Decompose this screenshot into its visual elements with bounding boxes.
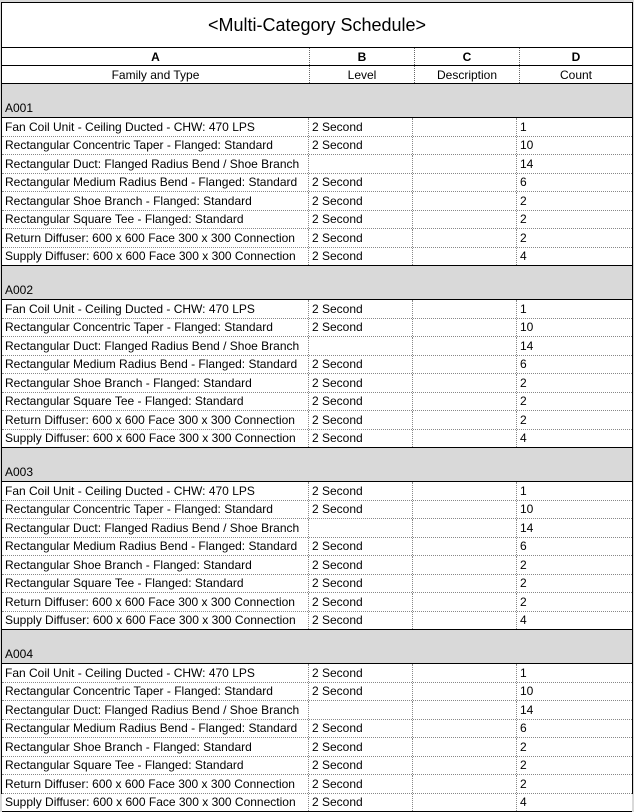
cell-count[interactable]: 2 [520, 576, 527, 591]
cell-count[interactable]: 1 [520, 665, 527, 680]
cell-description[interactable] [413, 482, 517, 500]
cell-family-and-type[interactable]: Rectangular Duct: Flanged Radius Bend / Shoe Branch [2, 337, 309, 355]
cell-count[interactable]: 2 [520, 758, 527, 773]
cell-count[interactable]: 10 [520, 684, 534, 699]
schedule-title[interactable] [2, 2, 632, 48]
cell-description[interactable] [413, 337, 517, 355]
table-row[interactable] [2, 664, 632, 683]
cell-description[interactable] [413, 720, 517, 738]
cell-family-and-type[interactable]: Rectangular Square Tee - Flanged: Standard [2, 575, 309, 593]
column-letter-d[interactable]: D [571, 49, 581, 64]
cell-level[interactable]: 2 Second [309, 248, 413, 266]
cell-description[interactable] [413, 556, 517, 574]
cell-level[interactable]: 2 Second [309, 593, 413, 611]
table-row[interactable] [2, 192, 632, 211]
table-row[interactable] [2, 393, 632, 412]
schedule-title-text: <Multi-Category Schedule> [207, 14, 427, 35]
cell-level[interactable]: 2 Second [309, 393, 413, 411]
cell-description[interactable] [413, 300, 517, 318]
column-letter-b[interactable]: B [310, 48, 415, 65]
table-row[interactable] [2, 248, 632, 266]
cell-description[interactable] [413, 374, 517, 392]
column-name-header [2, 66, 632, 84]
cell-count[interactable]: 6 [520, 721, 527, 736]
table-row[interactable] [2, 356, 632, 375]
table-row[interactable] [2, 556, 632, 575]
cell-family-and-type[interactable]: Supply Diffuser: 600 x 600 Face 300 x 300 Connection [2, 612, 309, 630]
cell-count[interactable]: 6 [520, 357, 527, 372]
cell-family-and-type[interactable]: Rectangular Duct: Flanged Radius Bend / Shoe Branch [2, 155, 309, 173]
cell-family-and-type[interactable]: Fan Coil Unit - Ceiling Ducted - CHW: 470 LPS [2, 300, 309, 318]
cell-level[interactable]: 2 Second [309, 556, 413, 574]
cell-family-and-type[interactable]: Rectangular Concentric Taper - Flanged: Standard [2, 683, 309, 701]
table-row[interactable] [2, 411, 632, 430]
cell-description[interactable] [413, 593, 517, 611]
cell-level[interactable]: 2 Second [309, 356, 413, 374]
cell-family-and-type[interactable]: Rectangular Medium Radius Bend - Flanged: Standard [2, 720, 309, 738]
table-row[interactable] [2, 430, 632, 448]
cell-family-and-type[interactable]: Rectangular Concentric Taper - Flanged: Standard [2, 137, 309, 155]
cell-level[interactable]: 2 Second [309, 612, 413, 630]
cell-family-and-type[interactable]: Rectangular Shoe Branch - Flanged: Standard [2, 192, 309, 210]
cell-family-and-type[interactable]: Return Diffuser: 600 x 600 Face 300 x 300 Connection [2, 229, 309, 247]
group-header-label[interactable]: A002 [5, 283, 34, 297]
table-row[interactable] [2, 337, 632, 356]
cell-description[interactable] [413, 356, 517, 374]
cell-count[interactable]: 10 [520, 320, 534, 335]
cell-family-and-type[interactable]: Rectangular Concentric Taper - Flanged: Standard [2, 319, 309, 337]
cell-description[interactable] [413, 519, 517, 537]
cell-level[interactable] [309, 155, 413, 173]
cell-level[interactable]: 2 Second [309, 137, 413, 155]
cell-family-and-type[interactable]: Return Diffuser: 600 x 600 Face 300 x 300 Connection [2, 775, 309, 793]
cell-level[interactable]: 2 Second [309, 482, 413, 500]
cell-description[interactable] [413, 118, 517, 136]
cell-description[interactable] [413, 738, 517, 756]
cell-level[interactable]: 2 Second [309, 720, 413, 738]
group-spacer [2, 266, 632, 282]
cell-level[interactable]: 2 Second [309, 118, 413, 136]
cell-description[interactable] [413, 538, 517, 556]
cell-description[interactable] [413, 612, 517, 630]
cell-family-and-type[interactable]: Fan Coil Unit - Ceiling Ducted - CHW: 470 LPS [2, 118, 309, 136]
table-row[interactable] [2, 538, 632, 557]
cell-count[interactable]: 10 [520, 502, 534, 517]
table-row[interactable] [2, 794, 632, 812]
cell-level[interactable] [309, 519, 413, 537]
cell-level[interactable] [309, 701, 413, 719]
cell-family-and-type[interactable]: Rectangular Medium Radius Bend - Flanged: Standard [2, 356, 309, 374]
cell-family-and-type[interactable]: Rectangular Shoe Branch - Flanged: Standard [2, 556, 309, 574]
column-name-description[interactable]: Description [415, 66, 520, 83]
cell-family-and-type[interactable]: Rectangular Shoe Branch - Flanged: Standard [2, 374, 309, 392]
cell-description[interactable] [413, 701, 517, 719]
cell-count[interactable]: 1 [520, 483, 527, 498]
cell-count[interactable]: 6 [520, 175, 527, 190]
cell-level[interactable]: 2 Second [309, 174, 413, 192]
cell-family-and-type[interactable]: Supply Diffuser: 600 x 600 Face 300 x 300 Connection [2, 794, 309, 812]
column-letter-header [2, 48, 632, 66]
table-row[interactable] [2, 501, 632, 520]
cell-level[interactable]: 2 Second [309, 211, 413, 229]
table-row[interactable] [2, 229, 632, 248]
cell-level[interactable]: 2 Second [309, 229, 413, 247]
cell-family-and-type[interactable]: Rectangular Medium Radius Bend - Flanged: Standard [2, 174, 309, 192]
cell-family-and-type[interactable]: Rectangular Duct: Flanged Radius Bend / Shoe Branch [2, 519, 309, 537]
table-row[interactable] [2, 211, 632, 230]
cell-description[interactable] [413, 664, 517, 682]
column-letter-a[interactable]: A [2, 48, 310, 65]
cell-level[interactable]: 2 Second [309, 319, 413, 337]
cell-level[interactable]: 2 Second [309, 538, 413, 556]
column-name-level[interactable]: Level [310, 66, 415, 83]
cell-count[interactable]: 14 [520, 156, 534, 171]
cell-description[interactable] [413, 501, 517, 519]
cell-level[interactable]: 2 Second [309, 300, 413, 318]
cell-count[interactable]: 2 [520, 375, 527, 390]
cell-description[interactable] [413, 192, 517, 210]
schedule-body [2, 84, 632, 812]
cell-description[interactable] [413, 137, 517, 155]
cell-count[interactable]: 2 [520, 776, 527, 791]
cell-count[interactable]: 10 [520, 138, 534, 153]
cell-family-and-type[interactable]: Rectangular Shoe Branch - Flanged: Standard [2, 738, 309, 756]
schedule-sheet [1, 2, 633, 810]
cell-family-and-type[interactable]: Rectangular Square Tee - Flanged: Standard [2, 757, 309, 775]
cell-count[interactable]: 2 [520, 212, 527, 227]
cell-level[interactable]: 2 Second [309, 430, 413, 448]
cell-count[interactable]: 2 [520, 557, 527, 572]
group-table [2, 663, 632, 812]
cell-count[interactable]: 1 [520, 119, 527, 134]
cell-level[interactable]: 2 Second [309, 501, 413, 519]
table-row[interactable] [2, 701, 632, 720]
cell-family-and-type[interactable]: Rectangular Square Tee - Flanged: Standard [2, 211, 309, 229]
cell-description[interactable] [413, 393, 517, 411]
cell-level[interactable]: 2 Second [309, 374, 413, 392]
cell-family-and-type[interactable]: Fan Coil Unit - Ceiling Ducted - CHW: 470 LPS [2, 482, 309, 500]
table-row[interactable] [2, 738, 632, 757]
cell-description[interactable] [413, 575, 517, 593]
cell-description[interactable] [413, 430, 517, 448]
group-header-label[interactable]: A001 [5, 101, 34, 115]
cell-count[interactable]: 2 [520, 230, 527, 245]
group-spacer [2, 448, 632, 464]
cell-count[interactable]: 2 [520, 412, 527, 427]
cell-level[interactable]: 2 Second [309, 664, 413, 682]
column-name-family-and-type[interactable]: Family and Type [2, 66, 310, 83]
table-row[interactable] [2, 174, 632, 193]
cell-count[interactable]: 2 [520, 739, 527, 754]
column-letter-c[interactable]: C [415, 48, 520, 65]
cell-level[interactable]: 2 Second [309, 575, 413, 593]
group-spacer [2, 84, 632, 100]
cell-family-and-type[interactable]: Rectangular Concentric Taper - Flanged: Standard [2, 501, 309, 519]
cell-family-and-type[interactable]: Rectangular Duct: Flanged Radius Bend / Shoe Branch [2, 701, 309, 719]
cell-count[interactable]: 14 [520, 702, 534, 717]
table-row[interactable] [2, 137, 632, 156]
cell-level[interactable]: 2 Second [309, 411, 413, 429]
group-spacer [2, 630, 632, 646]
cell-description[interactable] [413, 411, 517, 429]
table-row[interactable] [2, 319, 632, 338]
table-row[interactable] [2, 683, 632, 702]
group-table [2, 299, 632, 448]
column-name-count[interactable]: Count [559, 67, 593, 82]
cell-description[interactable] [413, 794, 517, 812]
table-row[interactable] [2, 775, 632, 794]
cell-count[interactable]: 1 [520, 301, 527, 316]
cell-level[interactable]: 2 Second [309, 794, 413, 812]
cell-count[interactable]: 2 [520, 594, 527, 609]
cell-family-and-type[interactable]: Fan Coil Unit - Ceiling Ducted - CHW: 470 LPS [2, 664, 309, 682]
cell-level[interactable] [309, 337, 413, 355]
cell-family-and-type[interactable]: Return Diffuser: 600 x 600 Face 300 x 300 Connection [2, 411, 309, 429]
cell-family-and-type[interactable]: Return Diffuser: 600 x 600 Face 300 x 300 Connection [2, 593, 309, 611]
cell-description[interactable] [413, 248, 517, 266]
table-row[interactable] [2, 118, 632, 137]
cell-count[interactable]: 4 [520, 431, 527, 446]
cell-family-and-type[interactable]: Rectangular Medium Radius Bend - Flanged: Standard [2, 538, 309, 556]
cell-count[interactable]: 14 [520, 338, 534, 353]
table-row[interactable] [2, 519, 632, 538]
cell-count[interactable]: 4 [520, 613, 527, 628]
cell-description[interactable] [413, 155, 517, 173]
table-row[interactable] [2, 482, 632, 501]
cell-level[interactable]: 2 Second [309, 738, 413, 756]
table-row[interactable] [2, 300, 632, 319]
cell-description[interactable] [413, 319, 517, 337]
table-row[interactable] [2, 593, 632, 612]
cell-level[interactable]: 2 Second [309, 683, 413, 701]
cell-count[interactable]: 4 [520, 249, 527, 264]
cell-description[interactable] [413, 775, 517, 793]
cell-count[interactable]: 4 [520, 795, 527, 810]
cell-family-and-type[interactable]: Supply Diffuser: 600 x 600 Face 300 x 300 Connection [2, 248, 309, 266]
cell-level[interactable]: 2 Second [309, 775, 413, 793]
cell-family-and-type[interactable]: Rectangular Square Tee - Flanged: Standard [2, 393, 309, 411]
cell-count[interactable]: 14 [520, 520, 534, 535]
cell-level[interactable]: 2 Second [309, 757, 413, 775]
cell-description[interactable] [413, 174, 517, 192]
cell-count[interactable]: 2 [520, 394, 527, 409]
cell-count[interactable]: 6 [520, 539, 527, 554]
group-header-label[interactable]: A004 [5, 647, 34, 661]
cell-description[interactable] [413, 229, 517, 247]
table-row[interactable] [2, 720, 632, 739]
group-table [2, 117, 632, 266]
cell-description[interactable] [413, 683, 517, 701]
cell-description[interactable] [413, 211, 517, 229]
cell-level[interactable]: 2 Second [309, 192, 413, 210]
table-row[interactable] [2, 612, 632, 630]
table-row[interactable] [2, 374, 632, 393]
table-row[interactable] [2, 757, 632, 776]
cell-description[interactable] [413, 757, 517, 775]
cell-family-and-type[interactable]: Supply Diffuser: 600 x 600 Face 300 x 300 Connection [2, 430, 309, 448]
table-row[interactable] [2, 575, 632, 594]
group-header-label[interactable]: A003 [5, 465, 34, 479]
group-table [2, 481, 632, 630]
table-row[interactable] [2, 155, 632, 174]
cell-count[interactable]: 2 [520, 193, 527, 208]
